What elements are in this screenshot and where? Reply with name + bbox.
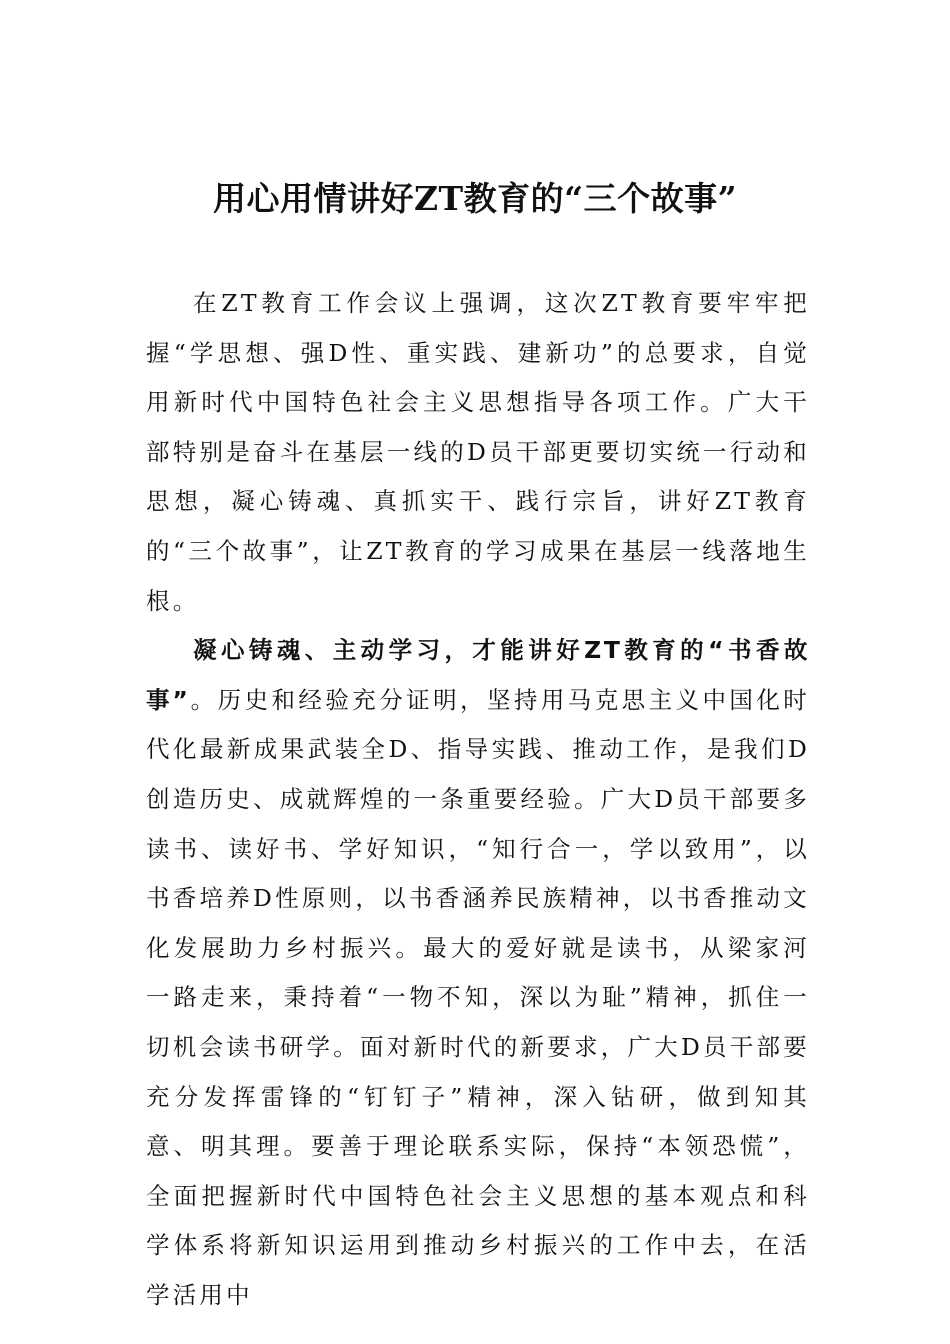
paragraph-book-story-text: 。历史和经验充分证明，坚持用马克思主义中国化时代化最新成果武装全D、指导实践、推动工作，是我们D创造历史、成就辉煌的一条重要经验。广大D员干部要多读书、读好书、学好知识，“知行合一，学以致用”，以书香培养D性原则，以书香涵养民族精神，以书香推动文化发展助力乡村振兴。最大的爱好就是读书，从梁家河一路走来，秉持着“一物不知，深以为耻”精神，抓住一切机会读书研学。面对新时代的新要求，广大D员干部要充分发挥雷锋的“钉钉子”精神，深入钻研，做到知其意、明其理。要善于理论联系实际，保持“本领恐慌”，全面把握新时代中国特色社会主义思想的基本观点和科学体系将新知识运用到推动乡村振兴的工作中去，在活学活用中 [146,685,810,1309]
paragraph-book-story [146,626,810,1320]
paragraph-book-story-heading: 凝心铸魂、主动学习，才能讲好ZT教育的“书香故事” [146,636,810,714]
paragraph-intro-text: 在ZT教育工作会议上强调，这次ZT教育要牢牢把握“学思想、强D性、重实践、建新功”的总要求，自觉用新时代中国特色社会主义思想指导各项工作。广大干部特别是奋斗在基层一线的D员干部更要切实统一行动和思想，凝心铸魂、真抓实干、践行宗旨，讲好ZT教育的“三个故事”，让ZT教育的学习成果在基层一线落地生根。 [146,289,810,615]
document-title: 用心用情讲好ZT教育的“三个故事” [212,179,738,218]
paragraph-intro [146,279,810,626]
document-body [146,279,810,1320]
